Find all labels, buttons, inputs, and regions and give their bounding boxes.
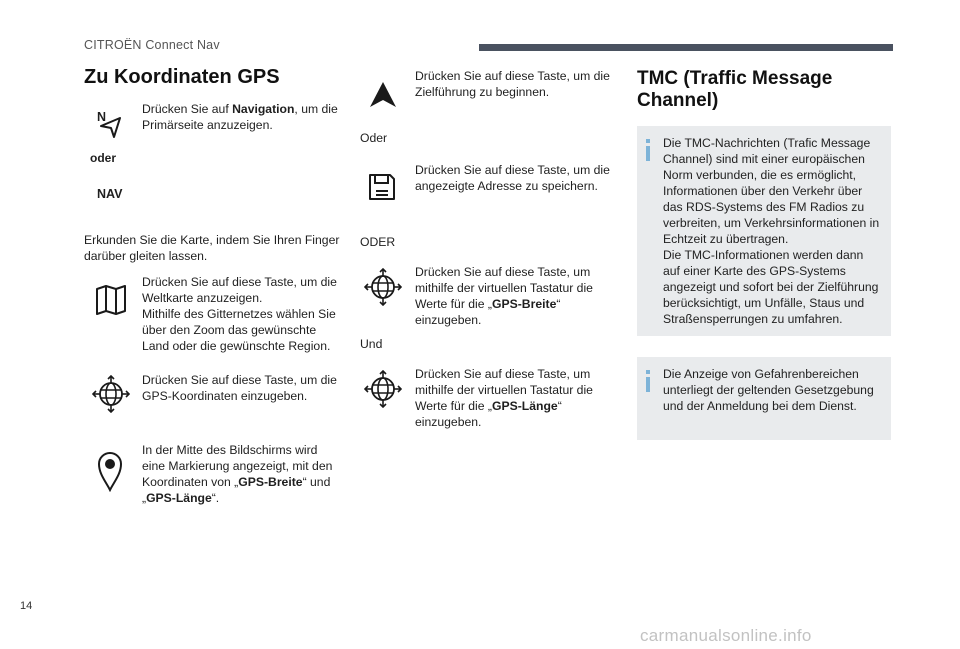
info-text-danger-zones: Die Anzeige von Gefahrenbereichen unterliegt der geltenden Gesetzgebung und der Anmeldung bei dem Dienst.	[663, 367, 874, 413]
header-bar	[479, 44, 893, 51]
globe-grid-longitude-icon	[364, 370, 402, 408]
oder-label-2: ODER	[360, 235, 396, 249]
explore-text: Erkunden Sie die Karte, indem Sie Ihren Finger darüber gleiten lassen.	[84, 233, 340, 263]
map-icon	[94, 283, 128, 317]
watermark: carmanualsonline.info	[640, 626, 812, 645]
nav-button-label: NAV	[97, 187, 123, 201]
info-icon	[646, 139, 650, 161]
save-icon	[366, 171, 398, 203]
globe-grid-latitude-icon	[364, 268, 402, 306]
map-text: Drücken Sie auf diese Taste, um die Weltkarte anzuzeigen. Mithilfe des Gitternetzes wählen Sie über den Zoom das gewünschte Land oder die gewünschte Region.	[142, 275, 337, 353]
info-box-tmc	[637, 126, 891, 336]
globe-grid-icon	[92, 375, 130, 413]
header-title: CITROËN Connect Nav	[84, 38, 220, 52]
info-icon	[646, 370, 650, 392]
info-text-tmc: Die TMC-Nachrichten (Trafic Message Channel) sind mit einer europäischen Norm verbunden, die es ermöglicht, Informationen über den Verkehr über das RDS-Systems des FM Radios zu verbreiten, um Verkehrsinformationen in Echtzeit zu übertragen. Die TMC-Informationen werden dann auf einer Karte des GPS-Systems angezeigt und sofort bei der Zielführung berücksichtigt, um Unfälle, Staus und Straßensperrungen zu umfahren.	[663, 136, 880, 326]
location-pin-icon	[95, 446, 125, 492]
latitude-text: Drücken Sie auf diese Taste, um mithilfe der virtuellen Tastatur die Werte für die „GPS-Breite“ einzugeben.	[415, 265, 593, 327]
und-label: Und	[360, 337, 383, 351]
nav-intro-text: Drücken Sie auf Navigation, um die Primärseite anzuzeigen.	[142, 102, 338, 132]
gps-coordinates-text: Drücken Sie auf diese Taste, um die GPS-Koordinaten einzugeben.	[142, 373, 337, 403]
navigation-arrow-icon	[98, 114, 124, 140]
section-title-gps: Zu Koordinaten GPS	[84, 66, 280, 88]
page-number: 14	[20, 600, 33, 612]
oder-label-1: Oder	[360, 131, 388, 145]
info-box-danger-zones	[637, 357, 891, 440]
save-address-text: Drücken Sie auf diese Taste, um die angezeigte Adresse zu speichern.	[415, 163, 610, 193]
longitude-text: Drücken Sie auf diese Taste, um mithilfe der virtuellen Tastatur die Werte für die „GPS-Länge“ einzugeben.	[415, 367, 593, 429]
oder-label: oder	[90, 151, 117, 165]
section-title-tmc: TMC (Traffic Message Channel)	[637, 68, 833, 111]
start-guidance-icon	[368, 80, 398, 110]
start-guidance-text: Drücken Sie auf diese Taste, um die Zielführung zu beginnen.	[415, 69, 610, 99]
marker-text: In der Mitte des Bildschirms wird eine Markierung angezeigt, mit den Koordinaten von „GPS-Breite“ und „GPS-Länge“.	[142, 443, 333, 505]
nav-letter-n: N	[97, 110, 107, 124]
